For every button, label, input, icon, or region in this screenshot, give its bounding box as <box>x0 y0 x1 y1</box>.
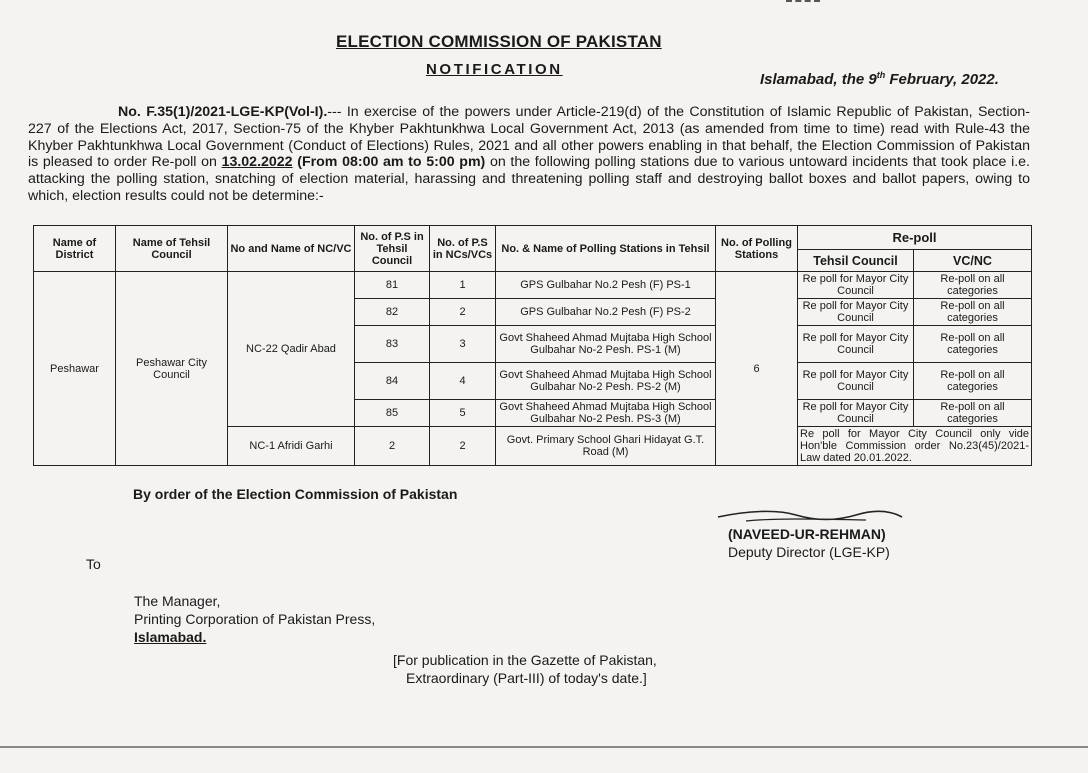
cell-ps-nc: 2 <box>430 427 496 466</box>
polling-stations-table <box>33 225 1032 466</box>
header-tehsil: Name of Tehsil Council <box>116 226 228 272</box>
signatory-designation: Deputy Director (LGE-KP) <box>728 544 890 560</box>
cell-ps-tehsil: 2 <box>355 427 430 466</box>
header-ps-count: No. of Polling Stations <box>716 226 798 272</box>
cell-ps-nc: 3 <box>430 326 496 363</box>
cell-ps-tehsil: 81 <box>355 272 430 299</box>
header-ncvc: No and Name of NC/VC <box>228 226 355 272</box>
cell-repoll-merged: Re poll for Mayor City Council only vide Hon'ble Commission order No.23(45)/2021-Law dated 20.01.2022. <box>798 427 1032 466</box>
cell-ps-tehsil: 83 <box>355 326 430 363</box>
cell-ps-nc: 5 <box>430 400 496 427</box>
cell-repoll-vcnc: Re-poll on all categories <box>914 363 1032 400</box>
date-sup: th <box>876 70 886 80</box>
publication-line: [For publication in the Gazette of Pakistan, <box>393 652 657 668</box>
cell-repoll-tehsil: Re poll for Mayor City Council <box>798 299 914 326</box>
publication-line: Extraordinary (Part-III) of today's date.] <box>406 670 647 686</box>
address-line: Printing Corporation of Pakistan Press, <box>134 611 376 627</box>
cell-tehsil: Peshawar City Council <box>116 272 228 466</box>
header-ps-tehsil: No. of P.S in Tehsil Council <box>355 226 430 272</box>
repoll-time: (From 08:00 am to 5:00 pm) <box>292 154 486 171</box>
reference-number: No. F.35(1)/2021-LGE-KP(Vol-I). <box>118 104 328 120</box>
cell-ps-nc: 1 <box>430 272 496 299</box>
cell-ps-tehsil: 85 <box>355 400 430 427</box>
recipient-address <box>134 592 375 646</box>
cell-ps-tehsil: 84 <box>355 363 430 400</box>
body-text-b: on the following polling stations due to various untoward incidents that took place i.e. attacking the polling station, snatching of election material, harassing and threatening polling staff and destroying ballot boxes and ballot papers, owing to which, election results could not be determine:- <box>28 154 1031 204</box>
header-ps-name: No. & Name of Polling Stations in Tehsil <box>496 226 716 272</box>
cell-ps-count: 6 <box>716 272 798 466</box>
cell-ps-name: GPS Gulbahar No.2 Pesh (F) PS-1 <box>496 272 716 299</box>
cell-ps-tehsil: 82 <box>355 299 430 326</box>
cell-ps-name: Govt Shaheed Ahmad Mujtaba High School Gulbahar No-2 Pesh. PS-3 (M) <box>496 400 716 427</box>
repoll-date: 13.02.2022 <box>221 154 293 171</box>
page-edge <box>0 746 1088 748</box>
header-ps-nc: No. of P.S in NCs/VCs <box>430 226 496 272</box>
header-district: Name of District <box>34 226 116 272</box>
cell-repoll-tehsil: Re poll for Mayor City Council <box>798 363 914 400</box>
page-title: ELECTION COMMISSION OF PAKISTAN <box>336 32 662 51</box>
signatory-name: (NAVEED-UR-REHMAN) <box>728 526 886 542</box>
header-repoll-vcnc: VC/NC <box>914 250 1032 272</box>
header-repoll-tehsil: Tehsil Council <box>798 250 914 272</box>
publication-note <box>393 651 657 687</box>
address-line: Islamabad. <box>134 629 207 645</box>
table-row <box>34 272 1032 299</box>
cell-repoll-tehsil: Re poll for Mayor City Council <box>798 272 914 299</box>
body-text-a: --- In exercise of the powers under Article-219(d) of the Constitution of Islamic Republic of Pakistan, Section- 227 of the Elections Act, 2017, Section-75 of the Khyber Pakhtunkhwa Local Government Act, 2013 (as amended from time to time) read with Rule-43 the Khyber Pakhtunkhwa Local Government (Conduct of Elections) Rules, 2021 and all other powers enabling in that behalf, the Election Commission of Pakistan is pleased to order Re-poll on <box>28 104 1030 171</box>
cell-ps-name: Govt Shaheed Ahmad Mujtaba High School Gulbahar No-2 Pesh. PS-1 (M) <box>496 326 716 363</box>
cell-repoll-vcnc: Re-poll on all categories <box>914 299 1032 326</box>
cell-ps-nc: 2 <box>430 299 496 326</box>
page-subtitle: NOTIFICATION <box>426 61 563 78</box>
notification-body <box>28 104 1030 205</box>
scan-mark <box>786 0 820 5</box>
address-line: The Manager, <box>134 593 221 609</box>
date-suffix: February, 2022. <box>885 71 999 88</box>
date-prefix: Islamabad, the 9 <box>760 71 877 88</box>
by-order-line: By order of the Election Commission of Pakistan <box>133 486 458 502</box>
signature-icon <box>716 507 906 525</box>
cell-ps-name: Govt Shaheed Ahmad Mujtaba High School Gulbahar No-2 Pesh. PS-2 (M) <box>496 363 716 400</box>
cell-repoll-tehsil: Re poll for Mayor City Council <box>798 326 914 363</box>
cell-nc-b: NC-1 Afridi Garhi <box>228 427 355 466</box>
header-repoll: Re-poll <box>798 226 1032 250</box>
cell-repoll-tehsil: Re poll for Mayor City Council <box>798 400 914 427</box>
cell-repoll-vcnc: Re-poll on all categories <box>914 400 1032 427</box>
cell-ps-name: Govt. Primary School Ghari Hidayat G.T. Road (M) <box>496 427 716 466</box>
dateline <box>760 70 999 88</box>
cell-ps-nc: 4 <box>430 363 496 400</box>
to-label: To <box>86 556 101 572</box>
cell-repoll-vcnc: Re-poll on all categories <box>914 272 1032 299</box>
cell-ps-name: GPS Gulbahar No.2 Pesh (F) PS-2 <box>496 299 716 326</box>
cell-repoll-vcnc: Re-poll on all categories <box>914 326 1032 363</box>
cell-district: Peshawar <box>34 272 116 466</box>
cell-nc-a: NC-22 Qadir Abad <box>228 272 355 427</box>
